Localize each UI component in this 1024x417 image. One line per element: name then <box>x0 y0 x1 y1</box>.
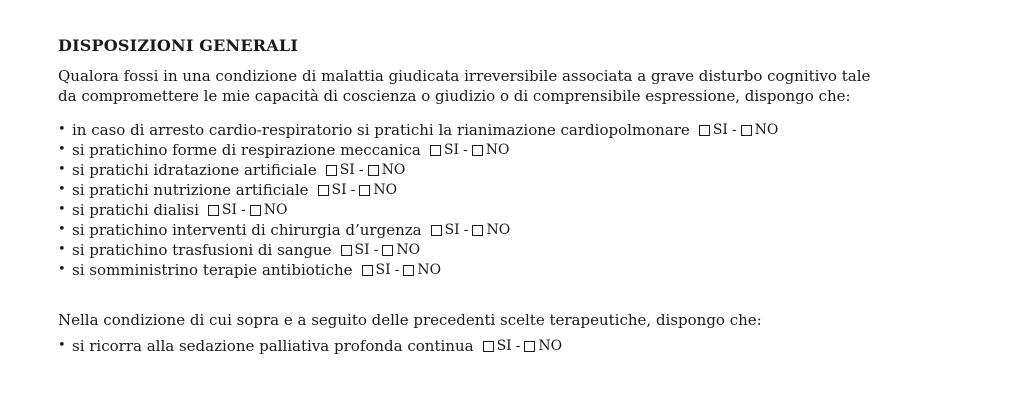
yes-no-choice <box>430 140 510 160</box>
yes-checkbox[interactable] <box>341 245 352 256</box>
spacer <box>58 280 998 310</box>
separator: - <box>358 162 364 178</box>
no-label: NO <box>263 202 288 218</box>
yes-no-choice <box>341 240 421 260</box>
directive-item <box>58 120 998 140</box>
no-label: NO <box>754 122 779 138</box>
section-title: DISPOSIZIONI GENERALI <box>58 36 299 55</box>
no-label: NO <box>417 262 442 278</box>
bullet: • <box>58 202 66 217</box>
yes-label: SI <box>444 222 460 238</box>
separator: - <box>394 262 400 278</box>
yes-no-choice <box>326 160 406 180</box>
yes-label: SI <box>331 182 347 198</box>
document-section <box>58 36 998 356</box>
bullet: • <box>58 162 66 177</box>
no-label: NO <box>396 242 421 258</box>
no-label: NO <box>486 222 511 238</box>
intro-line-1: Qualora fossi in una condizione di malattia giudicata irreversibile associata a grave disturbo cognitivo tale <box>58 67 871 85</box>
intro-line-2: da compromettere le mie capacità di coscienza o giudizio o di comprensibile espressione, dispongo che: <box>58 87 851 105</box>
bullet: • <box>58 242 66 257</box>
no-checkbox[interactable] <box>741 125 752 136</box>
separator: - <box>350 182 356 198</box>
directive-text: si pratichi nutrizione artificiale <box>72 181 309 199</box>
directive-item <box>58 260 998 280</box>
bullet: • <box>58 122 66 137</box>
yes-checkbox[interactable] <box>318 185 329 196</box>
no-checkbox[interactable] <box>472 145 483 156</box>
directive-item <box>58 336 998 356</box>
directive-text: si somministrino terapie antibiotiche <box>72 261 353 279</box>
no-label: NO <box>485 142 510 158</box>
bullet: • <box>58 142 66 157</box>
yes-checkbox[interactable] <box>483 341 494 352</box>
bullet: • <box>58 222 66 237</box>
yes-checkbox[interactable] <box>431 225 442 236</box>
no-label: NO <box>381 162 406 178</box>
bullet: • <box>58 262 66 277</box>
yes-no-choice <box>699 120 779 140</box>
yes-no-choice <box>362 260 442 280</box>
no-checkbox[interactable] <box>403 265 414 276</box>
yes-no-choice <box>318 180 398 200</box>
no-checkbox[interactable] <box>382 245 393 256</box>
directive-item <box>58 220 998 240</box>
directive-text: si pratichi dialisi <box>72 201 199 219</box>
directive-text: si pratichino trasfusioni di sangue <box>72 241 332 259</box>
directive-item <box>58 160 998 180</box>
no-label: NO <box>538 338 563 354</box>
yes-label: SI <box>221 202 237 218</box>
yes-label: SI <box>375 262 391 278</box>
no-checkbox[interactable] <box>368 165 379 176</box>
no-label: NO <box>373 182 398 198</box>
directive-item <box>58 240 998 260</box>
no-checkbox[interactable] <box>524 341 535 352</box>
yes-checkbox[interactable] <box>362 265 373 276</box>
yes-checkbox[interactable] <box>430 145 441 156</box>
separator: - <box>373 242 379 258</box>
yes-label: SI <box>339 162 355 178</box>
directives-list <box>58 120 998 280</box>
yes-label: SI <box>712 122 728 138</box>
bullet: • <box>58 182 66 197</box>
separator: - <box>241 202 246 218</box>
no-checkbox[interactable] <box>472 225 483 236</box>
directive-text: si pratichino forme di respirazione meccanica <box>72 141 421 159</box>
yes-checkbox[interactable] <box>326 165 337 176</box>
yes-no-choice <box>483 336 563 356</box>
directive-item <box>58 140 998 160</box>
yes-no-choice <box>431 220 511 240</box>
separator: - <box>731 122 737 138</box>
yes-label: SI <box>443 142 459 158</box>
separator: - <box>462 142 468 158</box>
yes-checkbox[interactable] <box>208 205 219 216</box>
directive-text: si pratichi idratazione artificiale <box>72 161 317 179</box>
directive-item <box>58 180 998 200</box>
directive-text: in caso di arresto cardio-respiratorio si pratichi la rianimazione cardiopolmonare <box>72 121 690 139</box>
no-checkbox[interactable] <box>250 205 261 216</box>
sedation-list <box>58 336 998 356</box>
yes-label: SI <box>496 338 512 354</box>
second-paragraph: Nella condizione di cui sopra e a seguito delle precedenti scelte terapeutiche, dispongo che: <box>58 311 762 329</box>
yes-no-choice <box>208 200 288 220</box>
yes-checkbox[interactable] <box>699 125 710 136</box>
yes-label: SI <box>354 242 370 258</box>
directive-text: si pratichino interventi di chirurgia d’urgenza <box>72 221 422 239</box>
bullet: • <box>58 338 66 353</box>
separator: - <box>463 222 469 238</box>
separator: - <box>515 338 521 354</box>
no-checkbox[interactable] <box>359 185 370 196</box>
directive-text: si ricorra alla sedazione palliativa profonda continua <box>72 337 474 355</box>
directive-item <box>58 200 998 220</box>
